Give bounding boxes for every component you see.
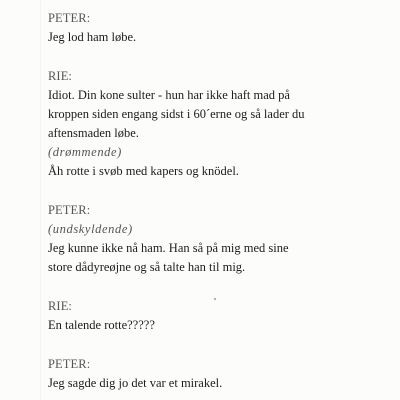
stage-direction: (drømmende) [48, 145, 122, 159]
dialogue-line: Idiot. Din kone sulter - hun har ikke haft mad på [48, 88, 290, 102]
stage-direction: (undskyldende) [48, 222, 133, 236]
dialogue-line: Åh rotte i svøb med kapers og knödel. [48, 164, 239, 178]
dialogue-line: En talende rotte????? [48, 318, 155, 332]
script-body [48, 9, 394, 400]
dialogue-block-1 [48, 9, 394, 47]
speaker-name: PETER: [48, 203, 91, 217]
dialogue-line: kroppen siden engang sidst i 60´erne og så lader du [48, 107, 305, 121]
speaker-name: PETER: [48, 357, 91, 371]
dialogue-line: Jeg sagde dig jo det var et mirakel. [48, 376, 223, 390]
dialogue-block-4 [48, 297, 394, 335]
margin-line [40, 0, 41, 400]
speaker-name: PETER: [48, 11, 91, 25]
dialogue-block-2 [48, 67, 394, 181]
dialogue-line: Jeg kunne ikke nå ham. Han så på mig med sine [48, 241, 289, 255]
dialogue-line: store dådyreøjne og så talte han til mig. [48, 260, 246, 274]
dialogue-block-5 [48, 355, 394, 393]
dialogue-line: Jeg lod ham løbe. [48, 30, 137, 44]
dialogue-line: aftensmaden løbe. [48, 126, 139, 140]
speaker-name: RIE: [48, 299, 73, 313]
speaker-name: RIE: [48, 69, 73, 83]
dialogue-block-3 [48, 201, 394, 277]
